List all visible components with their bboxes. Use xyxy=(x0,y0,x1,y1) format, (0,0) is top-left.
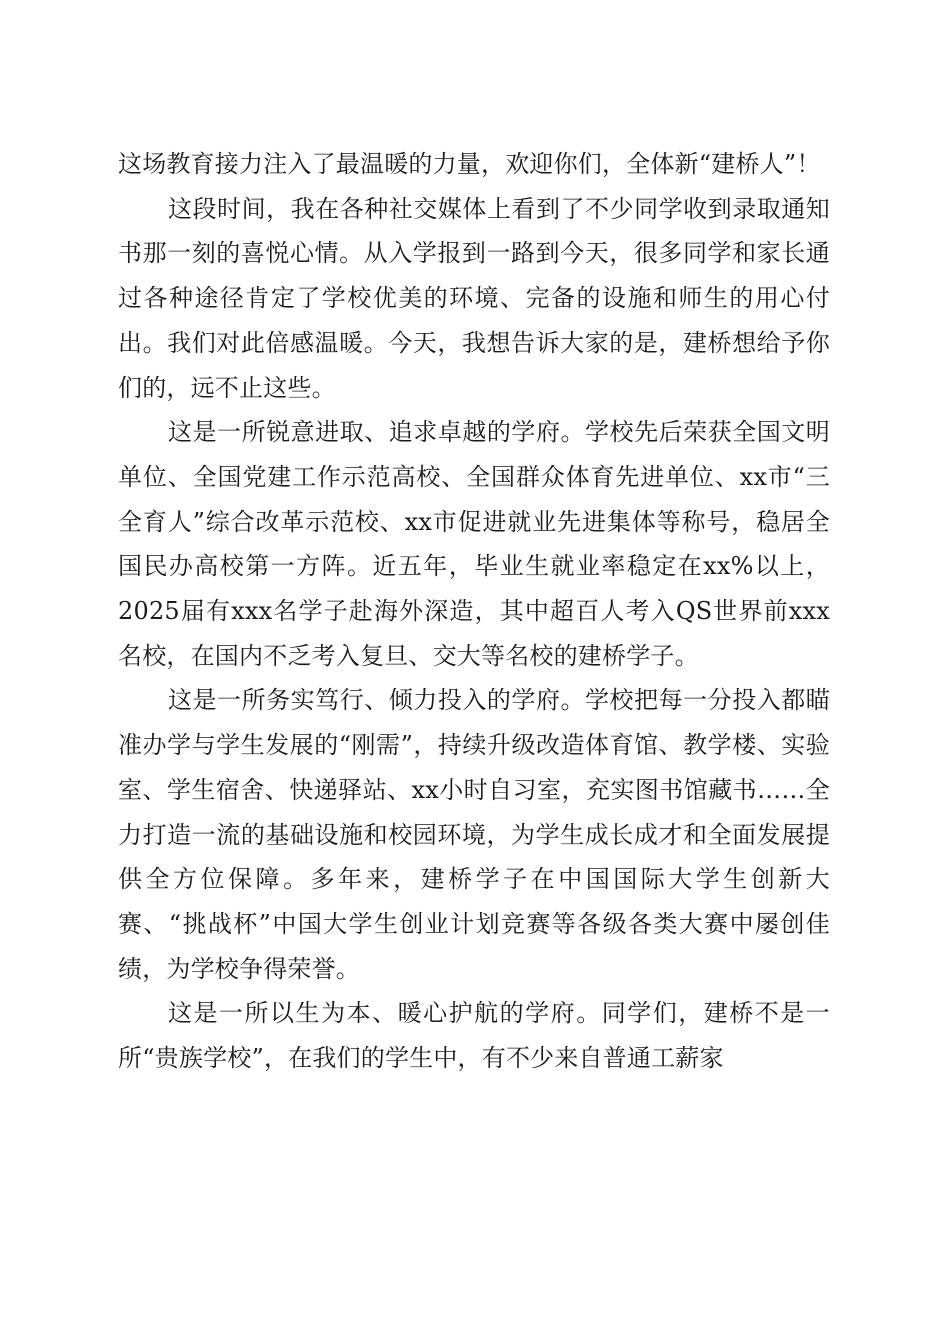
paragraph-student-care: 这是一所以生为本、暖心护航的学府。同学们，建桥不是一所“贵族学校”，在我们的学生中，有不少来自普通工薪家 xyxy=(118,999,830,1073)
paragraph-investment: 这是一所务实笃行、倾力投入的学府。学校把每一分投入都瞄准办学与学生发展的“刚需”，持续升级改造体育馆、教学楼、实验室、学生宿舍、快递驿站、xx小时自习室，充实图书馆藏书……全力打造一流的基础设施和校园环境，为学生成长成才和全面发展提供全方位保障。多年来，建桥学子在中国国际大学生创新大赛、“挑战杯”中国大学生创业计划竞赛等各级各类大赛中屡创佳绩，为学校争得荣誉。 xyxy=(118,686,830,983)
paragraph-social-media: 这段时间，我在各种社交媒体上看到了不少同学收到录取通知书那一刻的喜悦心情。从入学报到一路到今天，很多同学和家长通过各种途径肯定了学校优美的环境、完备的设施和师生的用心付出。我们对此倍感温暖。今天，我想告诉大家的是，建桥想给予你们的，远不止这些。 xyxy=(118,194,830,402)
paragraph-excellence: 这是一所锐意进取、追求卓越的学府。学校先后荣获全国文明单位、全国党建工作示范高校、全国群众体育先进单位、xx市“三全育人”综合改革示范校、xx市促进就业先进集体等称号，稳居全国民办高校第一方阵。近五年，毕业生就业率稳定在xx%以上，2025届有xxx名学子赴海外深造，其中超百人考入QS世界前xxx名校，在国内不乏考入复旦、交大等名校的建桥学子。 xyxy=(118,418,830,670)
document-body xyxy=(118,142,830,1081)
paragraph-welcome: 这场教育接力注入了最温暖的力量，欢迎你们，全体新“建桥人”！ xyxy=(118,150,821,178)
